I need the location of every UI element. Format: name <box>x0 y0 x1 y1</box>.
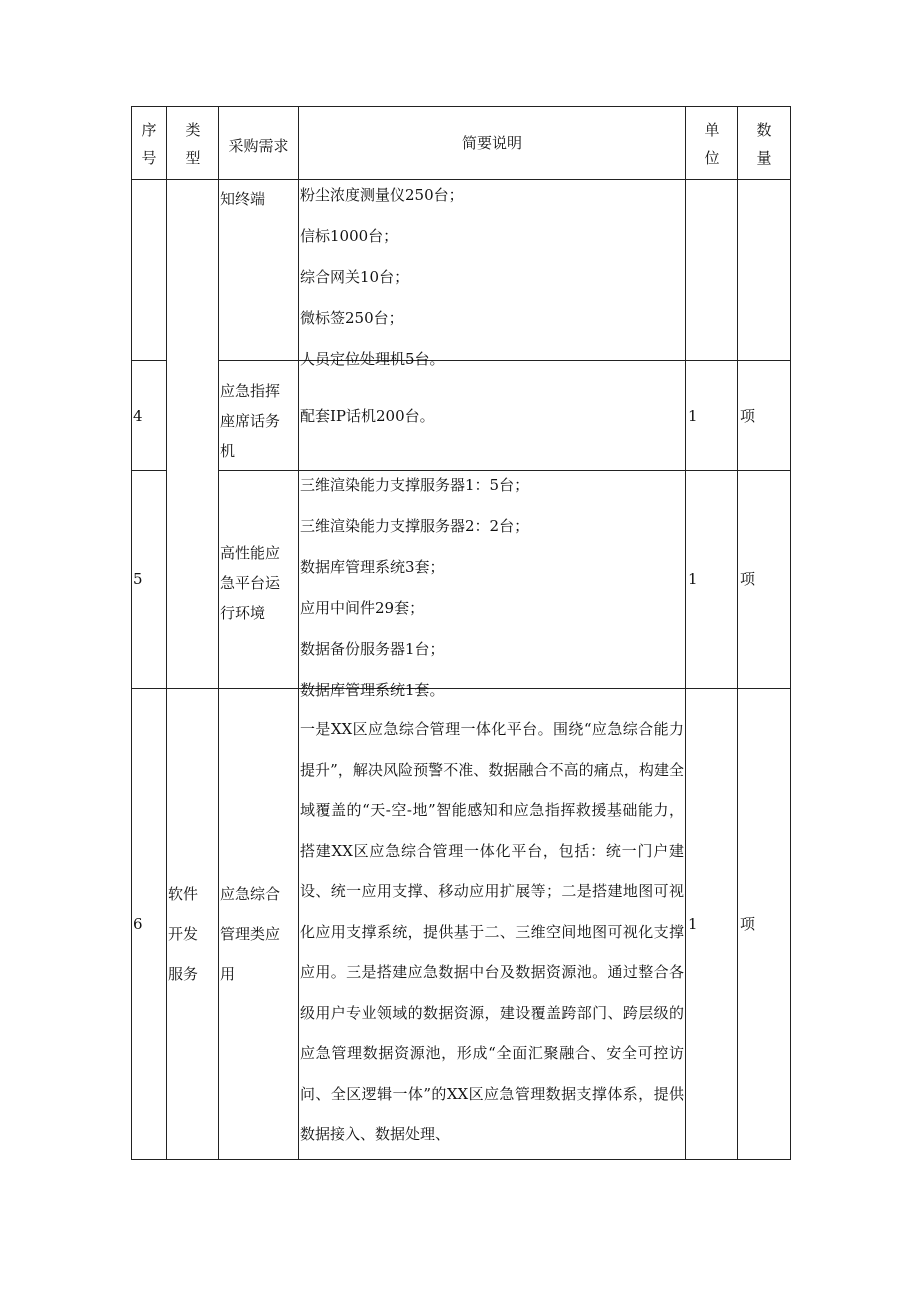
desc-line: 三维渲染能力支撑服务器1：5台； <box>300 476 530 494</box>
row6-unit: 1 <box>688 915 698 933</box>
col-divider <box>166 106 167 1160</box>
desc-line: 数据库管理系统3套； <box>300 558 445 576</box>
header-qty <box>738 116 790 172</box>
row4-seq: 4 <box>133 407 143 425</box>
header-type-line: 类 <box>185 121 201 139</box>
demand-line: 应急指挥 <box>220 382 281 400</box>
col-divider <box>298 106 299 1160</box>
row6-desc: 一是XX区应急综合管理一体化平台。围绕“应急综合能力提升”，解决风险预警不准、数据融合不高的痛点，构建全域覆盖的“天-空-地”智能感知和应急指挥救援基础能力，搭建XX区应急综合管理一体化平台，包括：统一门户建设、统一应用支撑、移动应用扩展等；二是搭建地图可视化应用支撑系统，提供基于二、三维空间地图可视化支撑应用。三是搭建应急数据中台及数据资源池。通过整合各级用户专业领域的数据资源，建设覆盖跨部门、跨层级的应急管理数据资源池，形成“全面汇聚融合、安全可控访问、全区逻辑一体”的XX区应急管理数据支撑体系，提供数据接入、数据处理、 <box>300 720 684 1143</box>
demand-line: 机 <box>220 442 236 460</box>
desc-line: 三维渲染能力支撑服务器2：2台； <box>300 517 530 535</box>
header-qty-line: 量 <box>756 149 772 167</box>
desc-line: 应用中间件29套； <box>300 599 425 617</box>
table-border-bottom <box>131 1159 791 1160</box>
header-unit-line: 位 <box>704 149 720 167</box>
row1-demand: 知终端 <box>220 190 266 208</box>
desc-line: 数据备份服务器1台； <box>300 640 445 658</box>
row6-qty: 项 <box>740 915 756 933</box>
header-unit <box>687 116 737 172</box>
table-border-right <box>790 106 791 1160</box>
desc-line: 人员定位处理机5台。 <box>300 350 445 368</box>
row5-desc <box>300 475 684 721</box>
row5-qty: 项 <box>740 570 756 588</box>
demand-line: 应急综合 <box>220 885 281 903</box>
demand-line: 高性能应 <box>220 544 281 562</box>
row-divider <box>218 470 791 471</box>
demand-line: 行环境 <box>220 604 266 622</box>
demand-line: 管理类应 <box>220 925 281 943</box>
row5-demand <box>220 538 298 628</box>
row5-unit: 1 <box>688 570 698 588</box>
col-divider <box>737 106 738 1160</box>
type-line: 软件 <box>168 885 199 903</box>
header-type <box>168 116 218 172</box>
row4-desc: 配套IP话机200台。 <box>300 407 435 425</box>
col-divider <box>685 106 686 1160</box>
row4-qty: 项 <box>740 407 756 425</box>
row-divider <box>131 179 791 180</box>
table-border-top <box>131 106 791 107</box>
row5-seq: 5 <box>133 570 143 588</box>
desc-line: 数据库管理系统1套。 <box>300 681 445 699</box>
demand-line: 座席话务 <box>220 412 281 430</box>
type-line: 开发 <box>168 925 199 943</box>
table-border-left <box>131 106 132 1160</box>
procurement-table <box>131 106 791 1160</box>
header-type-line: 型 <box>185 149 201 167</box>
header-qty-line: 数 <box>756 121 772 139</box>
header-seq-line: 号 <box>141 149 157 167</box>
col-divider <box>218 106 219 1160</box>
header-unit-line: 单 <box>704 121 720 139</box>
row-divider <box>131 470 166 471</box>
desc-line: 信标1000台； <box>300 227 399 245</box>
row1-desc <box>300 185 684 390</box>
header-demand: 采购需求 <box>228 137 289 155</box>
row6-seq: 6 <box>133 915 143 933</box>
row6-type <box>168 874 218 994</box>
header-desc: 简要说明 <box>461 134 522 152</box>
desc-line: 微标签250台； <box>300 309 404 327</box>
row4-unit: 1 <box>688 407 698 425</box>
header-seq-line: 序 <box>141 121 157 139</box>
header-seq <box>133 116 165 172</box>
row-divider <box>131 360 166 361</box>
row6-demand <box>220 874 298 994</box>
row4-demand <box>220 376 298 466</box>
desc-line: 综合网关10台； <box>300 268 410 286</box>
type-line: 服务 <box>168 965 199 983</box>
desc-line: 粉尘浓度测量仪250台； <box>300 186 464 204</box>
demand-line: 急平台运 <box>220 574 281 592</box>
demand-line: 用 <box>220 965 236 983</box>
